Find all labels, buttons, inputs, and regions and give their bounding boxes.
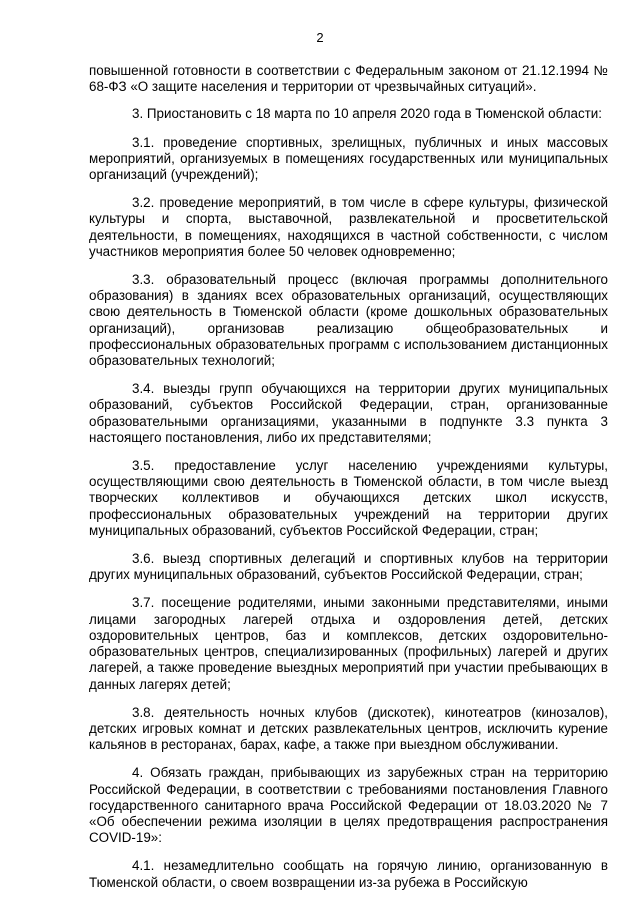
document-body <box>89 63 608 903</box>
paragraph-3-7: 3.7. посещение родителями, иными законными представителями, иными лицами загородных лагерей отдыха и оздоровления детей, детских оздоровительных центров, баз и комплексов, детских оздоровительно-образовательных центров, специализированных (профильных) лагерей и других лагерей, а также проведение выездных мероприятий при участии пребывающих в данных лагерях детей; <box>89 595 608 692</box>
paragraph-3-6: 3.6. выезд спортивных делегаций и спортивных клубов на территории других муниципальных образований, субъектов Российской Федерации, стран; <box>89 551 608 583</box>
paragraph-3-5: 3.5. предоставление услуг населению учреждениями культуры, осуществляющими свою деятельность в Тюменской области, в том числе выезд творческих коллективов и обучающихся детских школ искусств, профессиональных образовательных учреждений на территории других муниципальных образований, субъектов Российской Федерации, стран; <box>89 458 608 538</box>
paragraph-4-1: 4.1. незамедлительно сообщать на горячую линию, организованную в Тюменской области, о своем возвращении из-за рубежа в Российскую <box>89 858 608 890</box>
paragraph-3-2: 3.2. проведение мероприятий, в том числе в сфере культуры, физической культуры и спорта, выставочной, развлекательной и просветительской деятельности, в помещениях, находящихся в частной собственности, с числом участников мероприятия более 50 человек одновременно; <box>89 195 608 259</box>
paragraph-4: 4. Обязать граждан, прибывающих из зарубежных стран на территорию Российской Федерации, в соответствии с требованиями постановления Главного государственного санитарного врача Российской Федерации от 18.03.2020 № 7 «Об обеспечении режима изоляции в целях предотвращения распространения COVID-19»: <box>89 765 608 846</box>
paragraph-3: 3. Приостановить с 18 марта по 10 апреля 2020 года в Тюменской области: <box>132 106 602 122</box>
paragraph-3-1: 3.1. проведение спортивных, зрелищных, публичных и иных массовых мероприятий, организуемых в помещениях государственных или муниципальных организаций (учреждений); <box>89 134 608 183</box>
paragraph-3-3: 3.3. образовательный процесс (включая программы дополнительного образования) в зданиях всех образовательных организаций, осуществляющих свою деятельность в Тюменской области (кроме дошкольных образовательных организаций), организовав реализацию общеобразовательных и профессиональных образовательных программ с использованием дистанционных образовательных технологий; <box>89 272 608 369</box>
page-number: 2 <box>316 30 324 45</box>
paragraph-continuation: повышенной готовности в соответствии с Федеральным законом от 21.12.1994 № 68-ФЗ «О защите населения и территории от чрезвычайных ситуаций». <box>89 63 608 95</box>
paragraph-3-4: 3.4. выезды групп обучающихся на территории других муниципальных образований, субъектов Российской Федерации, стран, организованные образовательными организациями, указанными в подпункте 3.3 пункта 3 настоящего постановления, либо их представителями; <box>89 381 608 445</box>
paragraph-3-8: 3.8. деятельность ночных клубов (дискотек), кинотеатров (кинозалов), детских игровых комнат и детских развлекательных центров, исключить курение кальянов в ресторанах, барах, кафе, а также при выездном обслуживании. <box>89 704 608 753</box>
